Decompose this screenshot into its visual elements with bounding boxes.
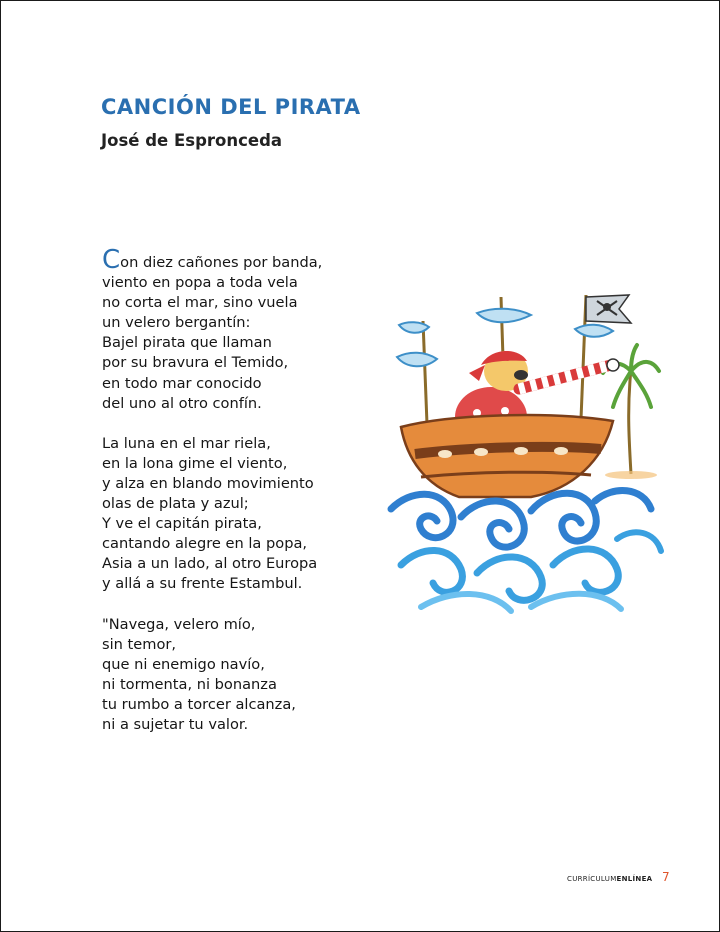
author-name: José de Espronceda [101, 131, 283, 150]
poem-line: cantando alegre en la popa, [102, 535, 308, 553]
stanza-3 [102, 615, 352, 736]
poem-line: en la lona gime el viento, [102, 454, 288, 472]
poem [102, 245, 352, 755]
poem-line: Asia a un lado, al otro Europa [102, 555, 318, 573]
poem-line: Bajel pirata que llaman [102, 334, 272, 352]
poem-line [102, 245, 352, 275]
footer-brand-part1: CURRÍCULUM [567, 875, 617, 883]
pirate-flag-icon [586, 295, 631, 323]
poem-line: La luna en el mar riela, [102, 434, 271, 452]
poem-line: del uno al otro confín. [102, 394, 262, 412]
pirate-ship-illustration [381, 289, 671, 624]
drop-cap: C [102, 245, 121, 275]
poem-line: y allá a su frente Estambul. [102, 575, 303, 593]
poem-line: un velero bergantín: [102, 314, 251, 332]
footer-brand-part2: ENLÍNEA [616, 875, 653, 883]
poem-line: sin temor, [102, 635, 177, 653]
footer-brand [567, 875, 652, 883]
poem-line: olas de plata y azul; [102, 495, 249, 513]
poem-line: por su bravura el Temido, [102, 354, 289, 372]
poem-line: ni tormenta, ni bonanza [102, 675, 277, 693]
page-title: CANCIÓN DEL PIRATA [101, 95, 361, 119]
poem-line: que ni enemigo navío, [102, 655, 265, 673]
poem-line-text: on diez cañones por banda, [120, 254, 323, 271]
stanza-1 [102, 245, 352, 414]
poem-line: "Navega, velero mío, [102, 615, 256, 633]
poem-line: tu rumbo a torcer alcanza, [102, 695, 296, 713]
poem-line: no corta el mar, sino vuela [102, 294, 298, 312]
poem-line: en todo mar conocido [102, 374, 262, 392]
sea-waves-icon [391, 491, 661, 611]
poem-line: viento en popa a toda vela [102, 274, 298, 292]
poem-line: Y ve el capitán pirata, [102, 515, 262, 533]
poem-line: y alza en blando movimiento [102, 474, 314, 492]
stanza-2 [102, 434, 352, 595]
ship-hull-icon [401, 415, 613, 497]
poem-line: ni a sujetar tu valor. [102, 715, 249, 733]
page-number: 7 [662, 870, 670, 884]
